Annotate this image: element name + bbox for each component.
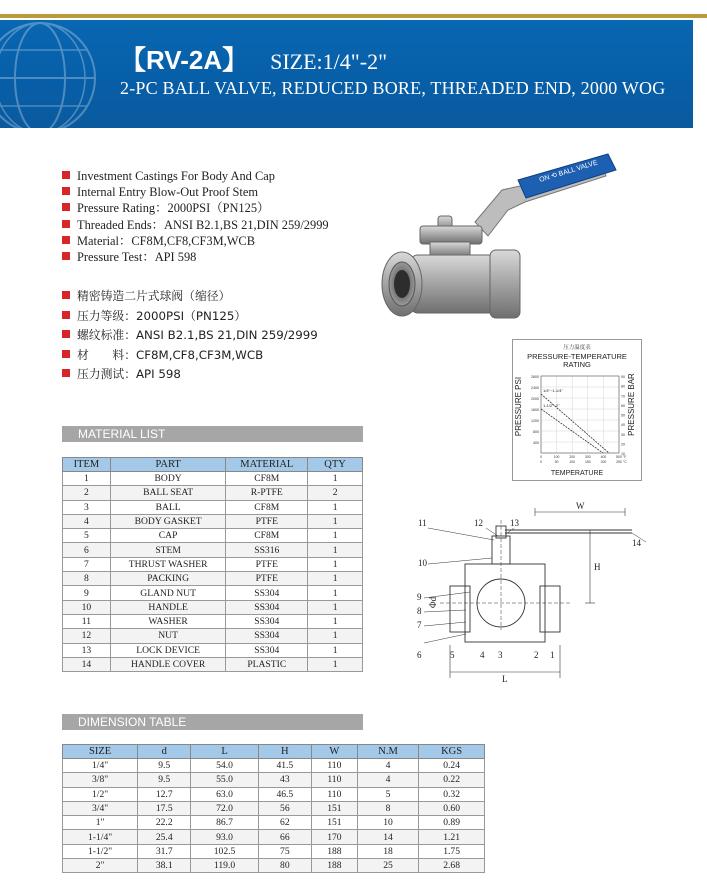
material-row-cell: 10: [63, 600, 111, 614]
dim-header-l: L: [191, 745, 258, 759]
dim-header-size: SIZE: [63, 745, 138, 759]
psi-tick: 400: [533, 441, 539, 445]
dim-header-d: d: [138, 745, 191, 759]
material-list-label: MATERIAL LIST: [62, 426, 363, 442]
dimension-row-cell: 54.0: [191, 759, 258, 773]
feature-item-cn: 材 料：CF8M,CF8,CF3M,WCB: [62, 346, 392, 366]
bullet-icon: [62, 236, 70, 244]
psi-tick: 1200: [531, 419, 539, 423]
x-unit-c: °C: [623, 460, 627, 464]
x-tick-c: 200: [600, 460, 607, 464]
material-row: [63, 629, 363, 643]
dimension-row: [63, 816, 485, 830]
bullet-icon: [62, 252, 70, 260]
bar-tick: 90: [621, 375, 625, 379]
material-row-cell: STEM: [110, 543, 226, 557]
dimension-row-cell: 72.0: [191, 801, 258, 815]
dim-l: L: [502, 674, 508, 684]
material-row-cell: 1: [308, 543, 363, 557]
curve-label: 1/4"~1-1/4": [543, 388, 563, 393]
x-tick-f: 300: [584, 455, 591, 459]
x-tick-f: 100: [553, 455, 560, 459]
callout-7: 7: [417, 620, 422, 630]
material-row-cell: PLASTIC: [226, 657, 308, 671]
dimension-row-cell: 119.0: [191, 859, 258, 873]
dimension-row-cell: 188: [311, 859, 357, 873]
dimension-row-cell: 8: [357, 801, 418, 815]
dimension-row-cell: 10: [357, 816, 418, 830]
x-unit-f: °F: [623, 455, 627, 459]
material-row-cell: 5: [63, 529, 111, 543]
material-row-cell: 1: [308, 586, 363, 600]
x-tick-c: 150: [584, 460, 591, 464]
feature-item: Investment Castings For Body And Cap: [62, 168, 392, 184]
bullet-icon: [62, 203, 70, 211]
x-tick-c: 100: [569, 460, 576, 464]
mat-header-material: MATERIAL: [226, 458, 308, 472]
dimension-row-cell: 110: [311, 759, 357, 773]
callout-9: 9: [417, 592, 422, 602]
material-row-cell: 1: [308, 557, 363, 571]
material-row-cell: SS304: [226, 629, 308, 643]
material-row: [63, 657, 363, 671]
dimension-row: [63, 773, 485, 787]
product-title: [120, 40, 387, 77]
dimension-row-cell: 5: [357, 787, 418, 801]
bullet-icon: [62, 220, 70, 228]
dimension-row-cell: 80: [258, 859, 311, 873]
bar-tick: 40: [621, 423, 625, 428]
dimension-row: [63, 801, 485, 815]
dimension-row-cell: 22.2: [138, 816, 191, 830]
dimension-row-cell: 0.32: [419, 787, 485, 801]
curve-label: 1-1/2"~2": [543, 403, 560, 408]
callout-1: 1: [550, 650, 555, 660]
material-row-cell: PTFE: [226, 514, 308, 528]
material-row-cell: 8: [63, 572, 111, 586]
bullet-icon: [62, 350, 70, 358]
dimension-row: [63, 830, 485, 844]
model-code: 【RV-2A】: [120, 45, 249, 75]
chart-title: PRESSURE-TEMPERATURE RATING: [527, 352, 627, 369]
material-row: [63, 500, 363, 514]
x-tick-f: 400: [600, 455, 607, 459]
material-row-cell: 2: [63, 486, 111, 500]
dimension-row-cell: 9.5: [138, 759, 191, 773]
callout-6: 6: [417, 650, 422, 660]
dimension-row-cell: 151: [311, 801, 357, 815]
psi-tick: 2000: [531, 397, 539, 401]
header-gold-stripe: [0, 14, 707, 18]
dim-w: W: [576, 501, 585, 511]
dimension-row-cell: 66: [258, 830, 311, 844]
handle-label: ON ⟲ BALL VALVE: [538, 159, 599, 184]
material-row: [63, 529, 363, 543]
dimension-row-cell: 0.24: [419, 759, 485, 773]
material-row-cell: HANDLE: [110, 600, 226, 614]
dimension-row-cell: 0.22: [419, 773, 485, 787]
material-row-cell: 9: [63, 586, 111, 600]
material-row-cell: CF8M: [226, 472, 308, 486]
bar-tick: 10: [621, 452, 625, 456]
dimension-row-cell: 3/8": [63, 773, 138, 787]
material-row-cell: SS304: [226, 600, 308, 614]
material-row: [63, 643, 363, 657]
valve-section-drawing: [410, 500, 660, 685]
callout-8: 8: [417, 606, 422, 616]
dimension-row: [63, 859, 485, 873]
material-row-cell: 13: [63, 643, 111, 657]
material-row-cell: SS304: [226, 643, 308, 657]
dimension-row-cell: 2": [63, 859, 138, 873]
callout-14: 14: [632, 538, 641, 548]
x-tick-f: 500: [616, 455, 622, 459]
bar-tick: 70: [621, 394, 625, 399]
material-row: [63, 486, 363, 500]
material-row-cell: CAP: [110, 529, 226, 543]
psi-tick: 2400: [531, 386, 539, 390]
dimension-row-cell: 63.0: [191, 787, 258, 801]
dimension-row-cell: 102.5: [191, 844, 258, 858]
features-chinese: [62, 287, 392, 385]
dim-header-h: H: [258, 745, 311, 759]
x-tick-f: 0: [540, 455, 542, 459]
callout-11: 11: [418, 518, 427, 528]
material-row: [63, 514, 363, 528]
dimension-row-cell: 86.7: [191, 816, 258, 830]
material-row-cell: HANDLE COVER: [110, 657, 226, 671]
material-row-cell: 1: [308, 614, 363, 628]
dimension-row-cell: 4: [357, 759, 418, 773]
dimension-row: [63, 787, 485, 801]
psi-tick: 2800: [531, 375, 539, 379]
dim-h: H: [594, 562, 601, 572]
material-row-cell: 3: [63, 500, 111, 514]
dimension-row-cell: 1.21: [419, 830, 485, 844]
material-row-cell: 11: [63, 614, 111, 628]
bar-tick: 30: [621, 432, 625, 437]
dimension-row-cell: 1": [63, 816, 138, 830]
dimension-row-cell: 0.89: [419, 816, 485, 830]
mat-header-qty: QTY: [308, 458, 363, 472]
material-row-cell: 1: [63, 472, 111, 486]
feature-item: Material：CF8M,CF8,CF3M,WCB: [62, 233, 392, 249]
material-row-cell: 1: [308, 514, 363, 528]
header-banner: [0, 0, 707, 128]
material-row-cell: 1: [308, 572, 363, 586]
material-row-cell: BODY: [110, 472, 226, 486]
material-row: [63, 614, 363, 628]
x-tick-c: 250: [616, 460, 622, 464]
feature-item: Threaded Ends：ANSI B2.1,BS 21,DIN 259/2999: [62, 217, 392, 233]
callout-13: 13: [510, 518, 519, 528]
bar-tick: 50: [621, 413, 625, 418]
callout-4: 4: [480, 650, 485, 660]
dim-header-nm: N.M: [357, 745, 418, 759]
bullet-icon: [62, 171, 70, 179]
material-row-cell: BODY GASKET: [110, 514, 226, 528]
dimension-row-cell: 1/2": [63, 787, 138, 801]
material-row: [63, 586, 363, 600]
material-row: [63, 600, 363, 614]
dimension-row-cell: 25: [357, 859, 418, 873]
material-row: [63, 472, 363, 486]
dimension-row-cell: 55.0: [191, 773, 258, 787]
dimension-row-cell: 170: [311, 830, 357, 844]
dimension-row-cell: 0.60: [419, 801, 485, 815]
material-row-cell: BALL SEAT: [110, 486, 226, 500]
material-row-cell: 1: [308, 472, 363, 486]
features-english: [62, 168, 392, 265]
material-row-cell: SS304: [226, 586, 308, 600]
material-row-cell: WASHER: [110, 614, 226, 628]
bar-tick: 20: [621, 442, 625, 447]
dimension-row-cell: 4: [357, 773, 418, 787]
material-row-cell: 4: [63, 514, 111, 528]
x-tick-c: 50: [554, 460, 559, 464]
dim-d: Φd: [428, 596, 438, 608]
callout-3: 3: [498, 650, 503, 660]
dimension-row-cell: 14: [357, 830, 418, 844]
pressure-temperature-chart: [512, 339, 642, 481]
dimension-row-cell: 93.0: [191, 830, 258, 844]
mat-header-item: ITEM: [63, 458, 111, 472]
material-row-cell: 1: [308, 600, 363, 614]
material-row-cell: 1: [308, 500, 363, 514]
material-row-cell: NUT: [110, 629, 226, 643]
dimension-row-cell: 46.5: [258, 787, 311, 801]
material-row-cell: THRUST WASHER: [110, 557, 226, 571]
dimension-row-cell: 1.75: [419, 844, 485, 858]
dimension-row-cell: 188: [311, 844, 357, 858]
material-row-cell: 7: [63, 557, 111, 571]
dimension-row-cell: 31.7: [138, 844, 191, 858]
dim-header-kgs: KGS: [419, 745, 485, 759]
dimension-row-cell: 43: [258, 773, 311, 787]
dimension-row-cell: 1-1/4": [63, 830, 138, 844]
feature-item: Internal Entry Blow-Out Proof Stem: [62, 184, 392, 200]
globe-icon: [0, 18, 100, 128]
material-row: [63, 557, 363, 571]
material-row-cell: 6: [63, 543, 111, 557]
dim-header-w: W: [311, 745, 357, 759]
psi-tick: 1600: [531, 408, 539, 412]
material-row-cell: 2: [308, 486, 363, 500]
dimension-row-cell: 75: [258, 844, 311, 858]
material-row-cell: PACKING: [110, 572, 226, 586]
mat-header-part: PART: [110, 458, 226, 472]
callout-2: 2: [534, 650, 539, 660]
callout-5: 5: [450, 650, 455, 660]
chart-ylabel-right: PRESSURE BAR: [627, 373, 637, 436]
feature-item-cn: 压力测试：API 598: [62, 365, 392, 385]
psi-tick: 800: [533, 430, 539, 434]
bar-tick: 80: [621, 384, 625, 389]
feature-item-cn: 螺纹标准：ANSI B2.1,BS 21,DIN 259/2999: [62, 326, 392, 346]
size-range: SIZE:1/4"-2": [270, 49, 388, 74]
dimension-row-cell: 18: [357, 844, 418, 858]
dimension-row-cell: 2.68: [419, 859, 485, 873]
dimension-row-cell: 62: [258, 816, 311, 830]
feature-item-cn: 压力等级：2000PSI（PN125）: [62, 307, 392, 327]
dimension-row-cell: 1/4": [63, 759, 138, 773]
material-row-cell: LOCK DEVICE: [110, 643, 226, 657]
bullet-icon: [62, 369, 70, 377]
dimension-row-cell: 3/4": [63, 801, 138, 815]
chart-title-cn: 压力温度表: [563, 345, 591, 351]
x-tick-f: 200: [569, 455, 576, 459]
dimension-row-cell: 41.5: [258, 759, 311, 773]
dimension-row-cell: 110: [311, 773, 357, 787]
material-row-cell: CF8M: [226, 529, 308, 543]
dimension-row: [63, 844, 485, 858]
material-row-cell: 1: [308, 629, 363, 643]
chart-xlabel: TEMPERATURE: [550, 470, 604, 477]
material-row-cell: 14: [63, 657, 111, 671]
material-row-cell: 1: [308, 657, 363, 671]
dimension-row-cell: 151: [311, 816, 357, 830]
material-row-cell: PTFE: [226, 557, 308, 571]
chart-plot: [513, 340, 643, 482]
material-row-cell: PTFE: [226, 572, 308, 586]
material-row: [63, 543, 363, 557]
feature-item: Pressure Rating：2000PSI（PN125）: [62, 200, 392, 216]
material-row-cell: R-PTFE: [226, 486, 308, 500]
material-row-cell: BALL: [110, 500, 226, 514]
material-row-cell: 1: [308, 643, 363, 657]
material-row: [63, 572, 363, 586]
callout-10: 10: [418, 558, 427, 568]
callout-12: 12: [474, 518, 483, 528]
bullet-icon: [62, 291, 70, 299]
dimension-row-cell: 1-1/2": [63, 844, 138, 858]
dimension-table: [62, 744, 485, 873]
bar-tick: 60: [621, 403, 625, 408]
dimension-row-cell: 25.4: [138, 830, 191, 844]
ball-valve-image: [380, 150, 630, 350]
bullet-icon: [62, 330, 70, 338]
x-tick-c: 0: [540, 460, 542, 464]
feature-item: Pressure Test：API 598: [62, 249, 392, 265]
product-subtitle: 2-PC BALL VALVE, REDUCED BORE, THREADED END, 2000 WOG: [120, 78, 666, 98]
header-right-edge: [693, 18, 707, 128]
dimension-row: [63, 759, 485, 773]
dimension-row-cell: 56: [258, 801, 311, 815]
material-row-cell: 12: [63, 629, 111, 643]
material-row-cell: SS304: [226, 614, 308, 628]
material-row-cell: SS316: [226, 543, 308, 557]
material-table: [62, 457, 363, 672]
material-row-cell: CF8M: [226, 500, 308, 514]
bullet-icon: [62, 187, 70, 195]
bullet-icon: [62, 311, 70, 319]
material-row-cell: 1: [308, 529, 363, 543]
dimension-table-label: DIMENSION TABLE: [62, 714, 363, 730]
dimension-row-cell: 17.5: [138, 801, 191, 815]
chart-ylabel-left: PRESSURE PSI: [514, 376, 524, 437]
feature-item-cn: 精密铸造二片式球阀（缩径）: [62, 287, 392, 307]
dimension-row-cell: 110: [311, 787, 357, 801]
dimension-row-cell: 9.5: [138, 773, 191, 787]
dimension-row-cell: 38.1: [138, 859, 191, 873]
material-row-cell: GLAND NUT: [110, 586, 226, 600]
dimension-row-cell: 12.7: [138, 787, 191, 801]
